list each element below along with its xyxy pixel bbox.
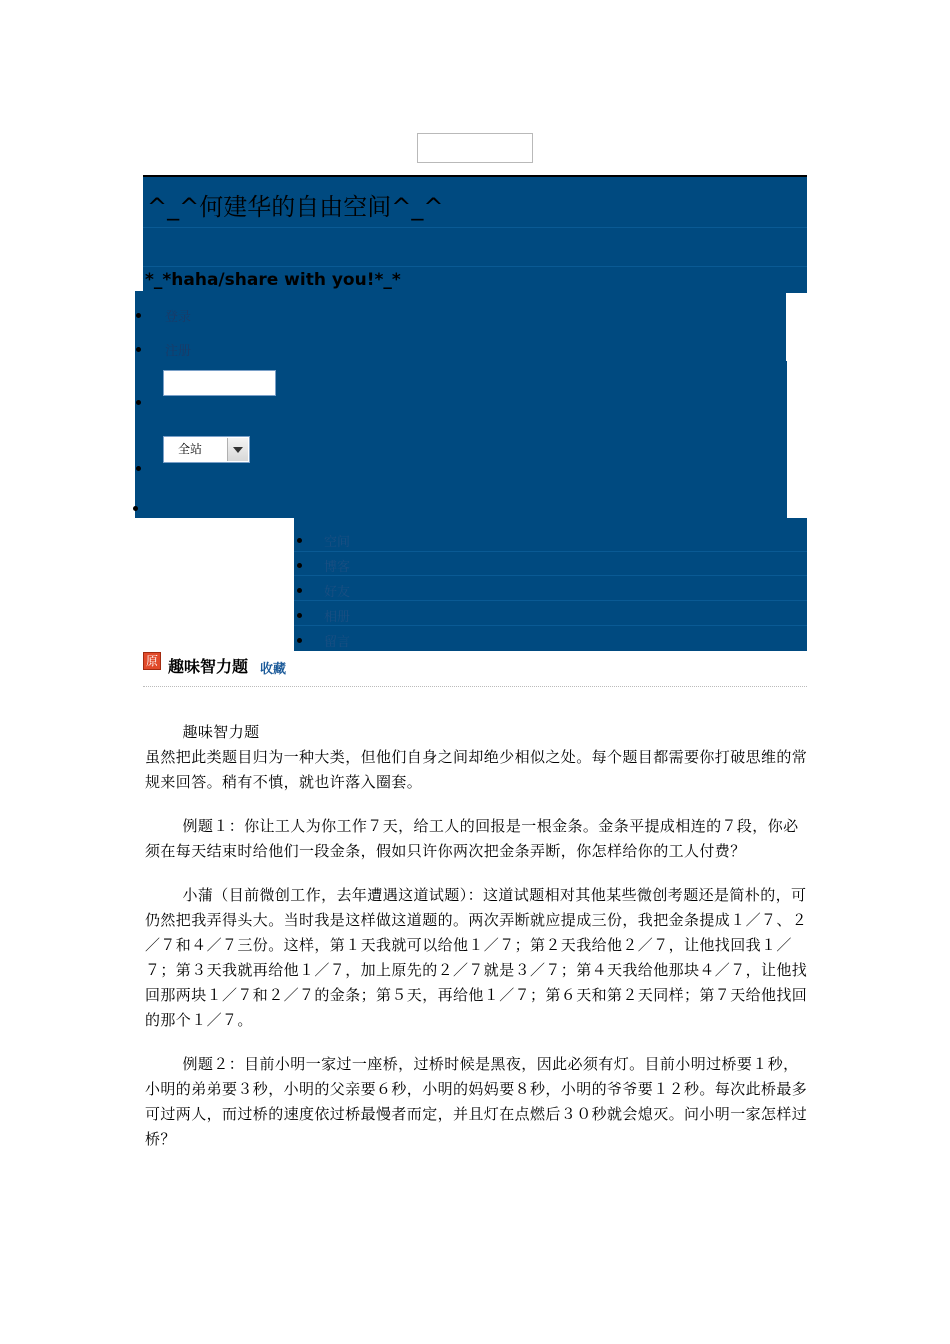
- original-badge-icon: 原: [143, 652, 161, 670]
- menu-divider: [294, 575, 807, 576]
- paragraph-answer-1: 小蒲（目前微创工作，去年遭遇这道试题）：这道试题相对其他某些微创考题还是简朴的，可仍然把我弄得头大。当时我是这样做这道题的。两次弄断就应提成三份，我把金条提成１／７、２／７和４／７三份。这样，第１天我就可以给他１／７；第２天我给他２／７，让他找回我１／７；第３天我就再给他１／７，加上原先的２／７就是３／７；第４天我给他那块４／７，让他找回那两块１／７和２／７的金条；第５天，再给他１／７；第６天和第２天同样；第７天给他找回的那个１／７。: [145, 886, 808, 1029]
- bullet-icon: [297, 638, 302, 643]
- favorite-link[interactable]: 收藏: [260, 662, 287, 677]
- bullet-icon: [136, 313, 141, 318]
- bullet-icon: [136, 466, 141, 471]
- title-divider: [143, 686, 807, 687]
- menu-item-space[interactable]: 空间: [324, 535, 351, 550]
- menu-item-friends[interactable]: 好友: [324, 585, 351, 600]
- menu-item-blog[interactable]: 博客: [324, 560, 351, 575]
- search-input[interactable]: [163, 370, 276, 396]
- blog-title: ^_^何建华的自由空间^_^: [147, 193, 444, 221]
- bullet-icon: [297, 563, 302, 568]
- post-title: 趣味智力题: [168, 657, 249, 676]
- header-divider: [143, 266, 807, 267]
- bullet-icon: [297, 538, 302, 543]
- menu-divider: [294, 551, 807, 552]
- content-heading: 趣味智力题: [182, 723, 260, 741]
- paragraph-example-1: 例题１：你让工人为你工作７天，给工人的回报是一根金条。金条平提成相连的７段，你必须在每天结束时给他们一段金条，假如只许你两次把金条弄断，你怎样给你的工人付费？: [145, 817, 799, 860]
- header-divider: [143, 227, 807, 228]
- bullet-icon: [133, 506, 138, 511]
- paragraph-intro: 虽然把此类题目归为一种大类，但他们自身之间却绝少相似之处。每个题目都需要你打破思维的常规来回答。稍有不慎，就也许落入圈套。: [145, 748, 808, 791]
- login-link[interactable]: 登录: [165, 310, 192, 325]
- search-scope-select[interactable]: [163, 436, 250, 463]
- menu-divider: [294, 625, 807, 626]
- bullet-icon: [297, 588, 302, 593]
- blog-header: [143, 175, 807, 293]
- blog-menu: [294, 518, 807, 651]
- bullet-icon: [297, 613, 302, 618]
- top-search-box[interactable]: [417, 133, 533, 163]
- register-link[interactable]: 注册: [165, 344, 192, 359]
- paragraph-example-2: 例题２：目前小明一家过一座桥，过桥时候是黑夜，因此必须有灯。目前小明过桥要１秒，小明的弟弟要３秒，小明的父亲要６秒，小明的妈妈要８秒，小明的爷爷要１２秒。每次此桥最多可过两人，而过桥的速度依过桥最慢者而定，并且灯在点燃后３０秒就会熄灭。问小明一家怎样过桥？: [145, 1055, 808, 1148]
- bullet-icon: [136, 400, 141, 405]
- menu-item-guestbook[interactable]: 留言: [324, 635, 351, 650]
- menu-divider: [294, 600, 807, 601]
- menu-item-album[interactable]: 相册: [324, 610, 351, 625]
- scope-value: 全站: [178, 442, 203, 456]
- blog-subtitle: *_*haha/share with you!*_*: [145, 270, 401, 290]
- account-nav: [135, 291, 786, 361]
- bullet-icon: [136, 347, 141, 352]
- chevron-down-icon[interactable]: [227, 438, 248, 461]
- post-body: [145, 720, 811, 1171]
